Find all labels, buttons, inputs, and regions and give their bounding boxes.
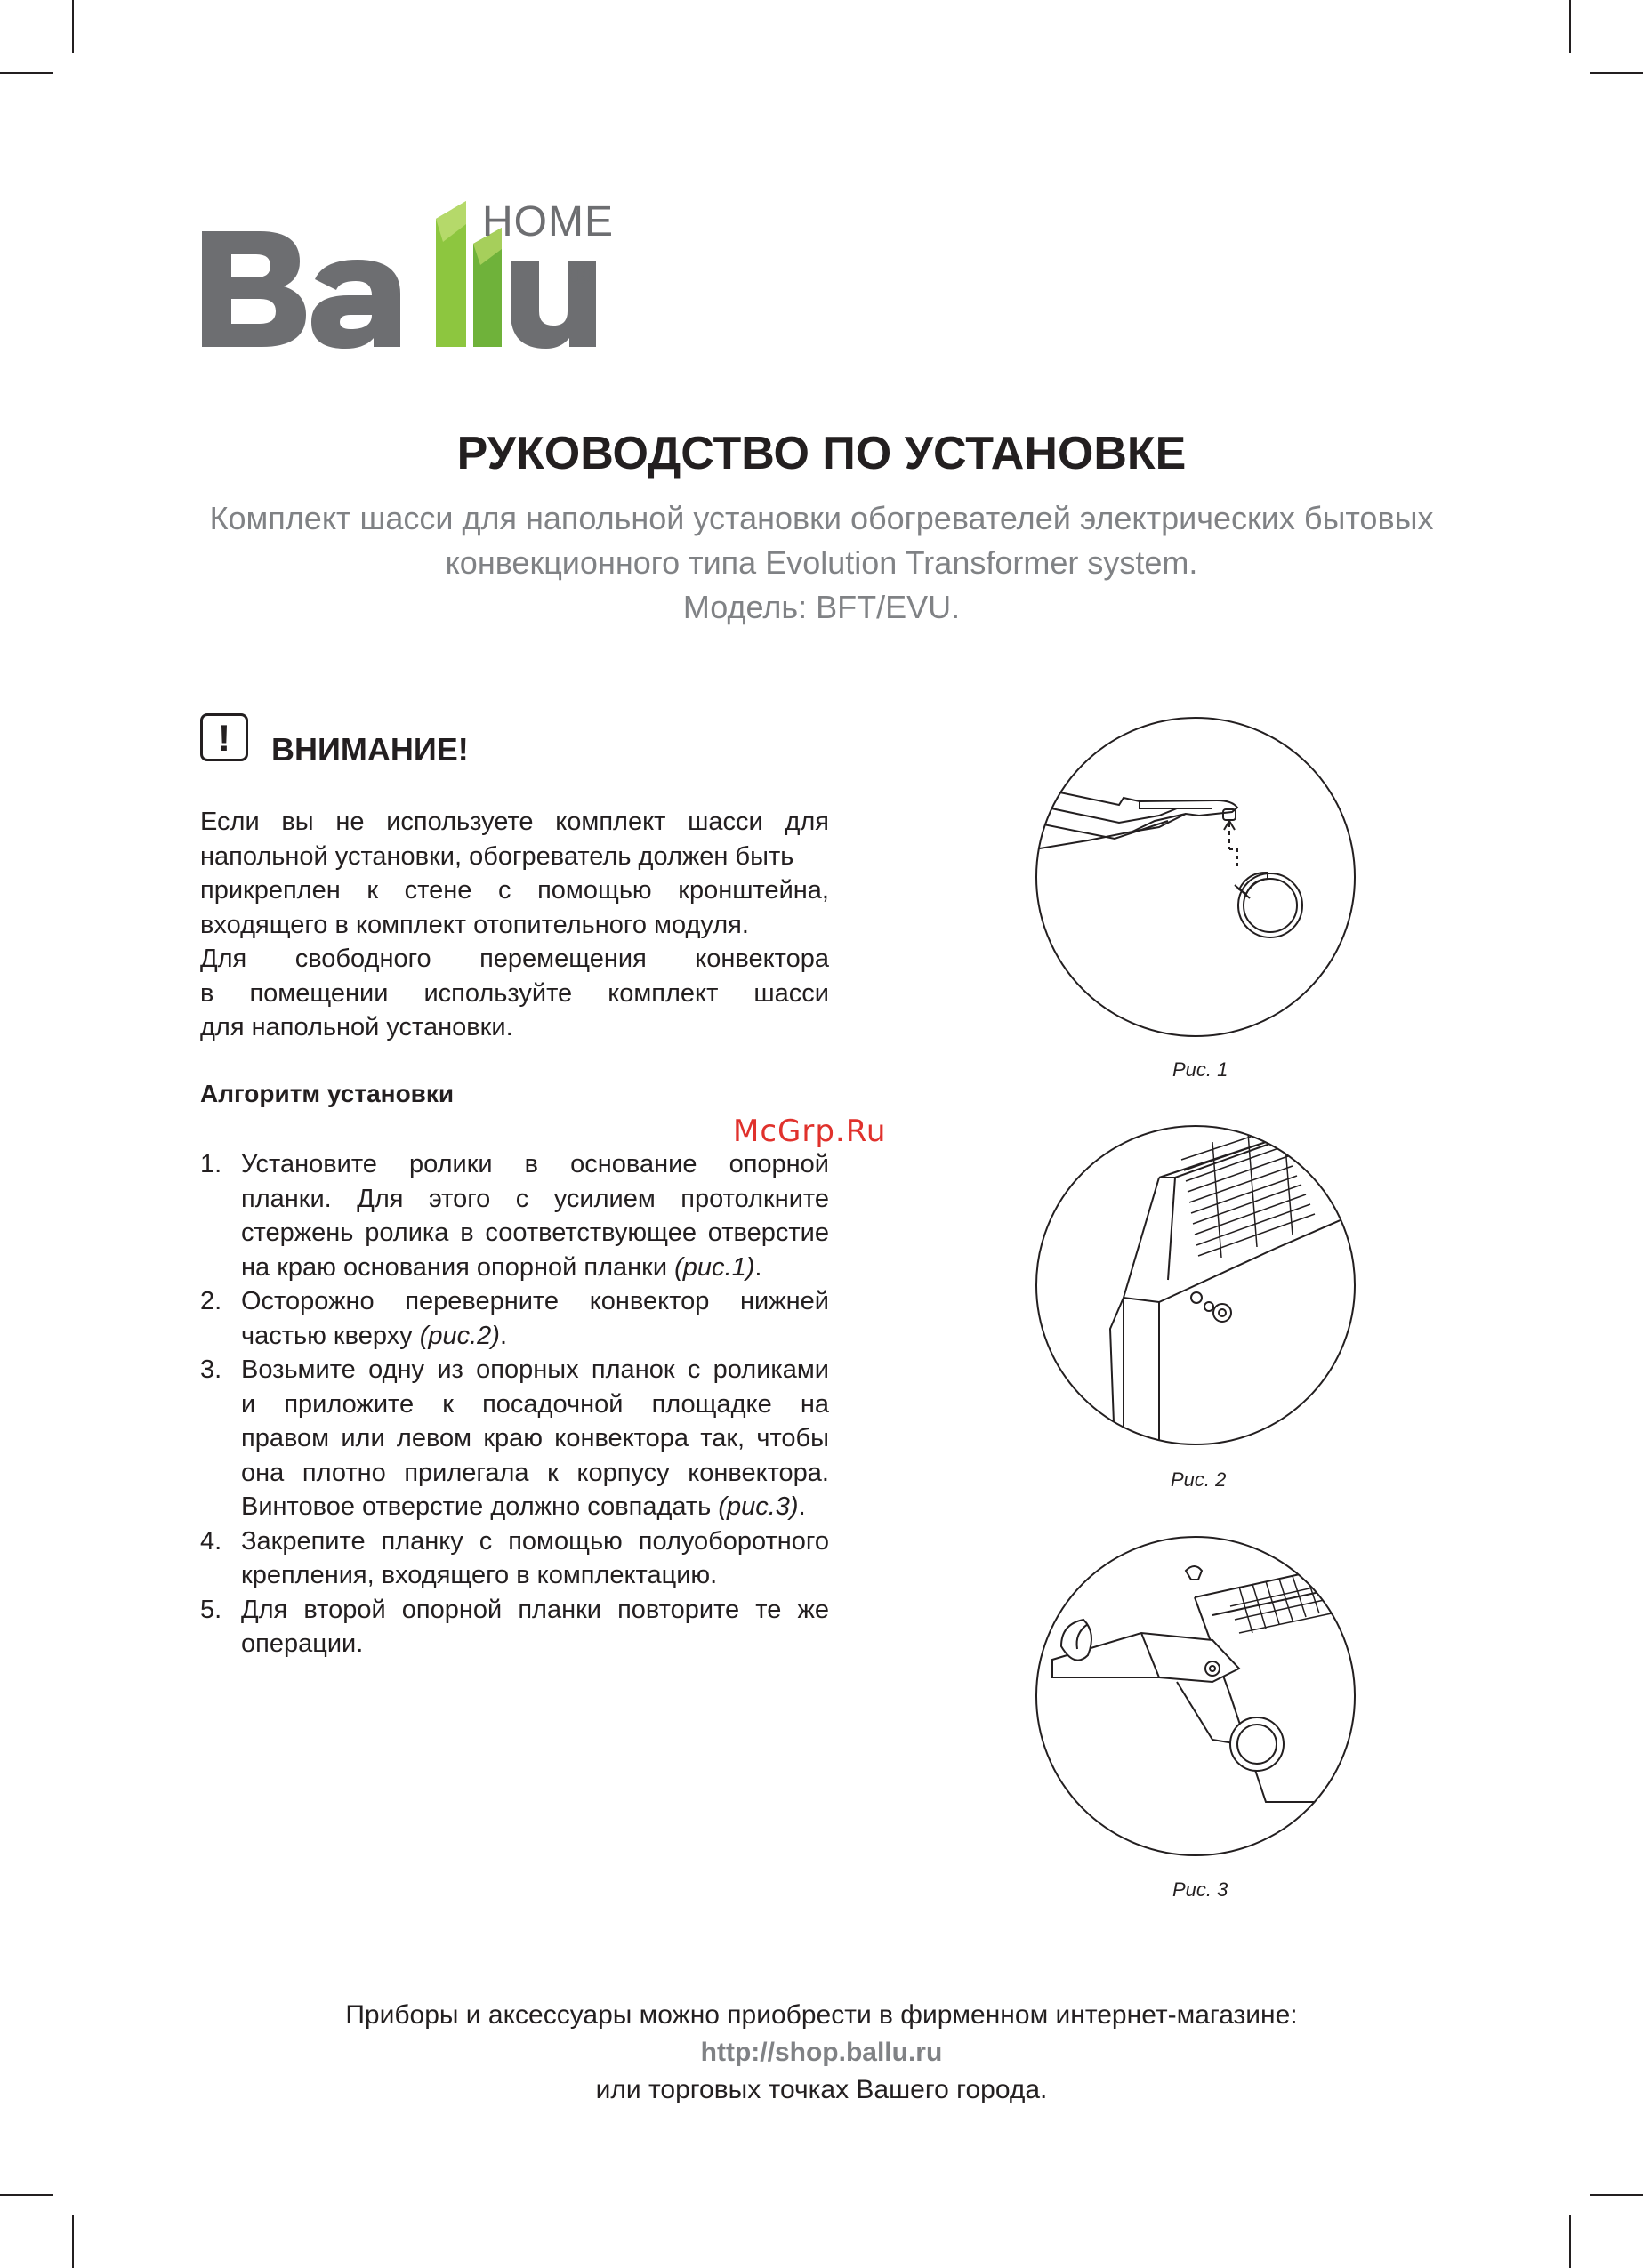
- logo-home-text: HOME: [482, 198, 614, 245]
- list-item: [200, 1593, 829, 1661]
- warning-text: [200, 805, 829, 1045]
- ballu-logo: [197, 197, 624, 353]
- crop-mark: [0, 2194, 53, 2196]
- page-title: РУКОВОДСТВО ПО УСТАНОВКЕ: [456, 428, 1187, 479]
- step-line: [241, 1490, 829, 1524]
- footer: [0, 1997, 1643, 2109]
- step-line: правом или левом краю конвектора так, чтобы: [241, 1424, 829, 1452]
- list-item: [200, 1353, 829, 1524]
- step-line: [241, 1319, 829, 1354]
- step-number: 5.: [200, 1595, 222, 1624]
- bracket-attach-icon: [1035, 1535, 1357, 1857]
- list-item: [200, 1284, 829, 1353]
- step-end: .: [499, 1321, 508, 1350]
- step-line: планки. Для этого с усилием протолкните: [241, 1184, 829, 1213]
- crop-mark: [1569, 2215, 1571, 2268]
- subtitle-line: конвекционного типа Evolution Transformer system.: [445, 544, 1198, 581]
- step-text: частью кверху: [241, 1321, 420, 1350]
- watermark: McGrp.Ru: [733, 1114, 887, 1149]
- step-line: она плотно прилегала к корпусу конвектора.: [241, 1458, 829, 1487]
- step-line: Осторожно переверните конвектор нижней: [241, 1287, 829, 1315]
- figure-caption: Рис. 2: [1171, 1468, 1227, 1491]
- step-number: 1.: [200, 1150, 222, 1178]
- warning-title: ВНИМАНИЕ!: [271, 731, 469, 768]
- step-number: 2.: [200, 1287, 222, 1315]
- crop-mark: [1569, 0, 1571, 53]
- step-end: .: [798, 1492, 806, 1521]
- warning-line: Если вы не используете комплект шасси для: [200, 808, 829, 836]
- shop-link[interactable]: http://shop.ballu.ru: [700, 2038, 943, 2067]
- warning-icon: [200, 713, 248, 761]
- subtitle-line: Модель: BFT/EVU.: [682, 589, 961, 625]
- warning-line: входящего в комплект отопительного модуля.: [200, 910, 749, 939]
- convector-upside-down-icon: [1035, 1124, 1357, 1446]
- step-line: [241, 1251, 829, 1285]
- subtitle: [89, 496, 1554, 630]
- step-text: Винтовое отверстие должно совпадать: [241, 1492, 719, 1521]
- list-item: [200, 1147, 829, 1284]
- warning-line: напольной установки, обогреватель должен быть: [200, 841, 794, 871]
- crop-mark: [1590, 2194, 1643, 2196]
- crop-mark: [72, 2215, 74, 2268]
- footer-line: Приборы и аксессуары можно приобрести в фирменном интернет-магазине:: [345, 2000, 1298, 2030]
- warning-line: для напольной установки.: [200, 1013, 513, 1042]
- logo-registered-mark: ®: [569, 258, 592, 292]
- crop-mark: [1590, 72, 1643, 74]
- figure-reference: (рис.3): [718, 1492, 799, 1521]
- wheel-insert-icon: [1035, 716, 1357, 1038]
- figure-caption: Рис. 3: [1172, 1878, 1228, 1901]
- step-line: и приложите к посадочной площадке на: [241, 1389, 829, 1419]
- warning-symbol: !: [218, 717, 230, 759]
- figure-reference: (рис.1): [674, 1252, 755, 1282]
- step-text: на краю основания опорной планки: [241, 1252, 675, 1282]
- footer-line: или торговых точках Вашего города.: [595, 2075, 1048, 2104]
- step-line: Установите ролики в основание опорной: [241, 1150, 829, 1178]
- step-line: операции.: [241, 1629, 364, 1658]
- warning-line: Для свободного перемещения конвектора: [200, 945, 829, 973]
- figure-caption: Рис. 1: [1172, 1058, 1228, 1081]
- step-end: .: [754, 1252, 762, 1282]
- step-number: 4.: [200, 1526, 222, 1556]
- subtitle-line: Комплект шасси для напольной установки обогревателей электрических бытовых: [209, 500, 1434, 536]
- crop-mark: [72, 0, 74, 53]
- steps-list: [200, 1147, 829, 1661]
- warning-line: в помещении используйте комплект шасси: [200, 978, 829, 1008]
- step-line: крепления, входящего в комплектацию.: [241, 1561, 718, 1589]
- step-line: Возьмите одну из опорных планок с роликами: [241, 1355, 829, 1384]
- warning-line: прикреплен к стене с помощью кронштейна,: [200, 876, 829, 905]
- step-line: стержень ролика в соответствующее отверстие: [241, 1218, 829, 1247]
- crop-mark: [0, 72, 53, 74]
- step-line: Для второй опорной планки повторите те же: [241, 1595, 829, 1624]
- step-line: Закрепите планку с помощью полуоборотного: [241, 1526, 829, 1556]
- list-item: [200, 1524, 829, 1593]
- figure-reference: (рис.2): [419, 1321, 500, 1350]
- step-number: 3.: [200, 1355, 222, 1384]
- algorithm-heading: Алгоритм установки: [200, 1080, 455, 1107]
